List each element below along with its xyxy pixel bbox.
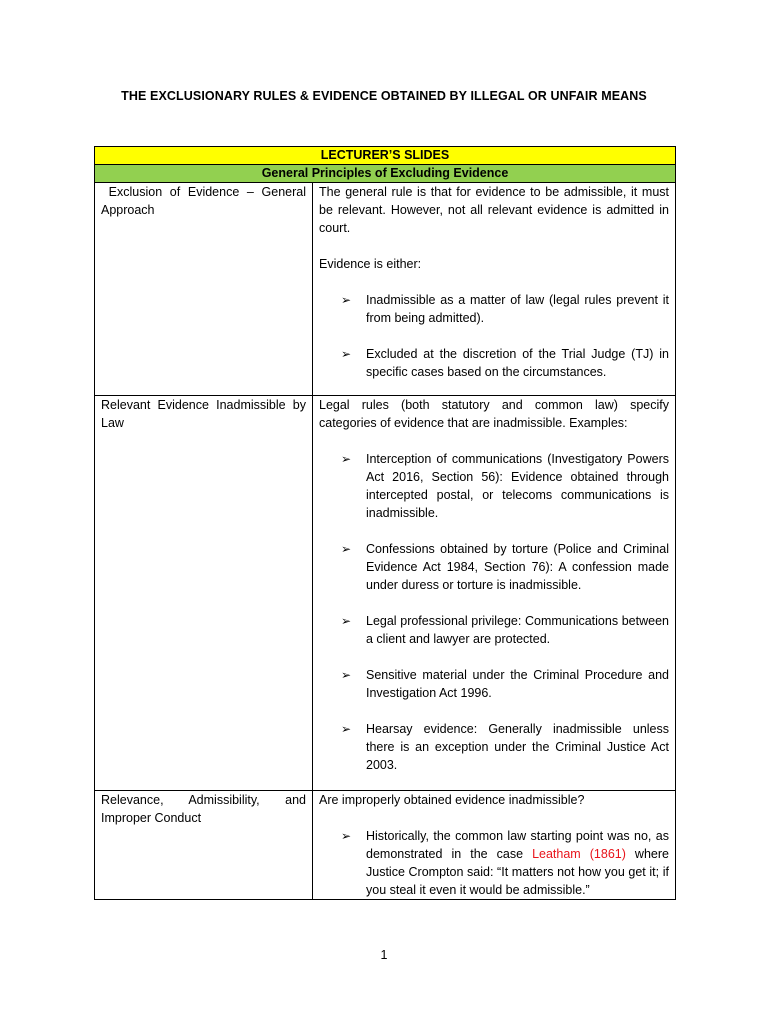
row-intro: Are improperly obtained evidence inadmissible? [319,793,585,807]
arrow-bullet-icon: ➢ [341,722,352,736]
list-item: ➢ Hearsay evidence: Generally inadmissible unless there is an exception under the Criminal Justice Act 2003. [341,722,669,772]
table-subheader-row [95,165,676,183]
list-item: ➢ Interception of communications (Investigatory Powers Act 2016, Section 56): Evidence obtained through intercepted postal, or telecoms communications is inadmissible. [341,452,669,520]
row-content [313,396,676,791]
document-title: THE EXCLUSIONARY RULES & EVIDENCE OBTAINED BY ILLEGAL OR UNFAIR MEANS [121,89,647,103]
arrow-bullet-icon: ➢ [341,614,352,628]
bullet-list [319,450,669,774]
list-item: ➢ Sensitive material under the Criminal Procedure and Investigation Act 1996. [341,668,669,700]
arrow-bullet-icon: ➢ [341,452,352,466]
row-content [313,183,676,396]
arrow-bullet-icon: ➢ [341,542,352,556]
row-topic: Exclusion of Evidence – General Approach [95,183,313,396]
list-item: ➢ Inadmissible as a matter of law (legal rules prevent it from being admitted). [341,293,669,325]
row-topic: Relevance, Admissibility, and Improper Conduct [95,791,313,900]
arrow-bullet-icon: ➢ [341,668,352,682]
row-intro: The general rule is that for evidence to be admissible, it must be relevant. However, not all relevant evidence is admitted in court. [319,185,669,235]
bullet-list [319,827,669,899]
bullet-list [319,291,669,381]
case-citation: Leatham (1861) [532,847,626,861]
page-number: 1 [380,948,388,962]
table-row [95,183,676,396]
table-row [95,396,676,791]
row-intro: Legal rules (both statutory and common law) specify categories of evidence that are inadmissible. Examples: [319,398,669,430]
arrow-bullet-icon: ➢ [341,293,352,307]
arrow-bullet-icon: ➢ [341,347,352,361]
general-principles-header: General Principles of Excluding Evidence [95,165,676,183]
slides-table [94,146,676,900]
row-topic: Relevant Evidence Inadmissible by Law [95,396,313,791]
list-item: ➢ Excluded at the discretion of the Trial Judge (TJ) in specific cases based on the circumstances. [341,347,669,379]
table-row [95,791,676,900]
list-item: ➢ Legal professional privilege: Communications between a client and lawyer are protected. [341,614,669,646]
list-item: ➢ Confessions obtained by torture (Police and Criminal Evidence Act 1984, Section 76): A confession made under duress or torture is inadmissible. [341,542,669,592]
lecturers-slides-header: LECTURER’S SLIDES [95,147,676,165]
row-content [313,791,676,900]
table-header-row [95,147,676,165]
row-intro-2: Evidence is either: [319,257,422,271]
list-item: ➢ Historically, the common law starting point was no, as demonstrated in the case Leatham (1861) where Justice Crompton said: “It matters not how you get it; if you steal it even it would be admissible.” [341,829,669,897]
arrow-bullet-icon: ➢ [341,829,352,843]
